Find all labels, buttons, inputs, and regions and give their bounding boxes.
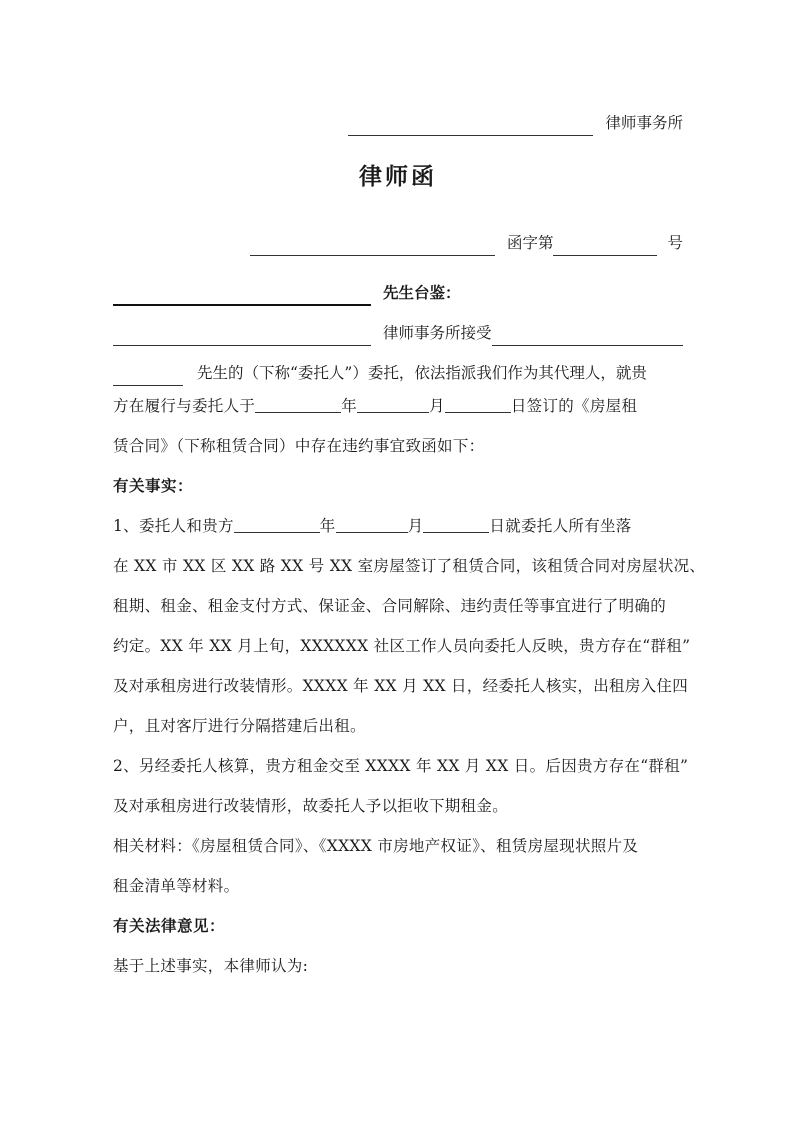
- contract-day-blank[interactable]: [445, 395, 511, 413]
- page-title: 律师函: [359, 163, 437, 190]
- fact-item-1-line-5: 及对承租房进行改装情形。XXXX 年 XX 月 XX 日，经委托人核实，出租房入住四: [113, 677, 689, 695]
- intro-line-4-suffix: 签订的《房屋租: [526, 397, 638, 415]
- legal-opinion-line-1: 基于上述事实，本律师认为:: [113, 957, 309, 975]
- recipient-name-blank[interactable]: [113, 278, 371, 306]
- law-firm-name-blank[interactable]: [348, 109, 593, 136]
- law-firm-suffix-label: 律师事务所: [605, 114, 683, 132]
- intro-line-5: 赁合同》（下称租赁合同）中存在违约事宜致函如下：: [113, 437, 485, 455]
- fact-1-prefix: 1、委托人和贵方: [113, 517, 234, 535]
- acceptance-firm-blank[interactable]: [113, 319, 371, 346]
- lease-year-blank[interactable]: [234, 515, 320, 533]
- salutation-label: 先生台鉴：: [383, 284, 461, 302]
- lease-month-blank[interactable]: [336, 515, 408, 533]
- acceptance-row: [113, 306, 683, 346]
- contract-day-unit: 日: [510, 397, 527, 415]
- intro-line-4-prefix: 方在履行与委托人于: [113, 397, 256, 415]
- fact-item-1-line-2: 在 XX 市 XX 区 XX 路 XX 号 XX 室房屋签订了租赁合同，该租赁合同对房屋状况、: [113, 557, 706, 575]
- lease-day-unit: 日: [489, 517, 506, 535]
- letter-number-row: [113, 216, 683, 256]
- contract-year-unit: 年: [341, 397, 358, 415]
- fact-item-1-line-1: [113, 506, 683, 546]
- acceptance-label: 律师事务所接受: [383, 324, 492, 342]
- contract-month-unit: 月: [429, 397, 445, 415]
- fact-item-1-line-4: 约定。XX 年 XX 月上旬，XXXXXX 社区工作人员向委托人反映，贵方存在“群租”: [113, 637, 691, 655]
- materials-line-1: 相关材料：《房屋租赁合同》、《XXXX 市房地产权证》、租赁房屋现状照片及: [113, 837, 639, 855]
- law-firm-header-row: [113, 96, 683, 136]
- facts-heading: 有关事实：: [113, 477, 194, 495]
- fact-1-suffix: 就委托人所有坐落: [505, 517, 632, 535]
- fact-item-2-line-2: 及对承租房进行改装情形，故委托人予以拒收下期租金。: [113, 797, 509, 815]
- letter-no-label: 函字第: [506, 234, 554, 252]
- salutation-row: [113, 266, 683, 306]
- lease-year-unit: 年: [319, 517, 336, 535]
- lease-day-blank[interactable]: [423, 515, 489, 533]
- fact-item-2-line-1: 2、另经委托人核算，贵方租金交至 XXXX 年 XX 月 XX 日。后因贵方存在“群租”: [113, 757, 689, 775]
- legal-opinion-heading: 有关法律意见：: [113, 917, 226, 935]
- materials-line-2: 租金清单等材料。: [113, 877, 240, 895]
- contract-month-blank[interactable]: [357, 395, 429, 413]
- letter-prefix-blank[interactable]: [250, 229, 495, 256]
- fact-item-1-line-6: 户，且对客厅进行分隔搭建后出租。: [113, 717, 366, 735]
- intro-line-3: [113, 346, 683, 386]
- intro-line-4: [113, 386, 683, 426]
- letter-no-blank[interactable]: [553, 235, 657, 256]
- letter-no-unit-label: 号: [667, 234, 683, 252]
- document-body: [113, 96, 706, 986]
- client-name-blank[interactable]: [113, 361, 183, 386]
- lease-month-unit: 月: [407, 517, 424, 535]
- contract-year-blank[interactable]: [255, 395, 341, 413]
- fact-item-1-line-3: 租期、租金、租金支付方式、保证金、合同解除、违约责任等事宜进行了明确的: [113, 597, 667, 615]
- acceptance-client-blank[interactable]: [492, 319, 683, 346]
- intro-line-3-text: 先生的（下称“委托人”）委托，依法指派我们作为其代理人，就贵: [197, 364, 647, 382]
